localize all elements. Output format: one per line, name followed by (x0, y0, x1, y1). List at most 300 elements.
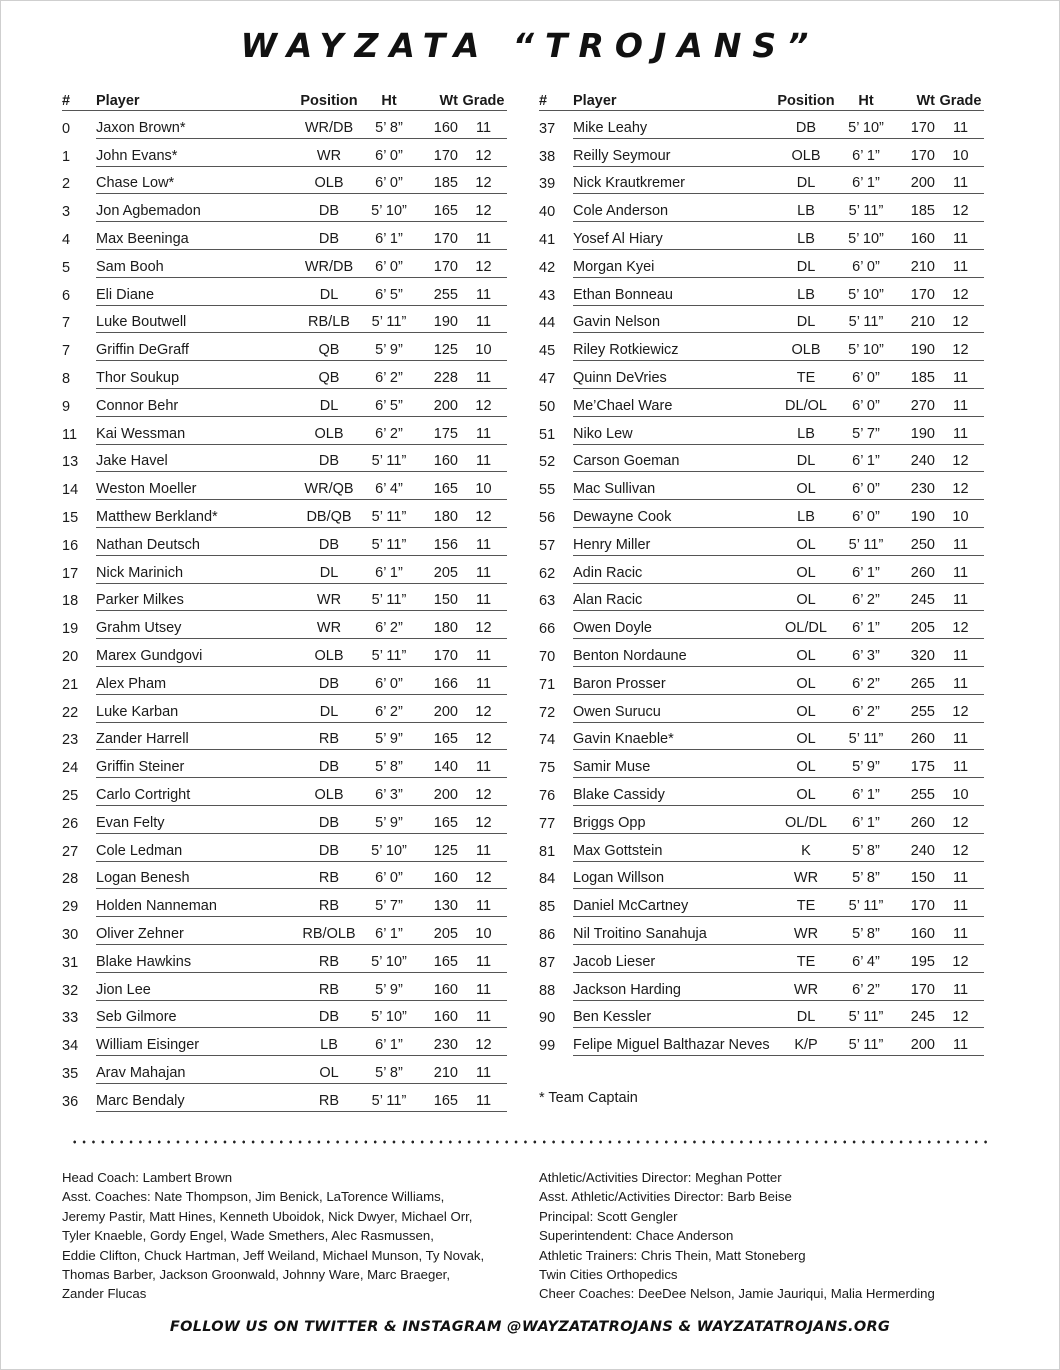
table-row (539, 917, 984, 945)
player-number: 15 (62, 509, 79, 526)
player-name: Evan Felty (96, 815, 296, 834)
player-grade: 11 (460, 676, 507, 695)
player-number: 56 (539, 509, 556, 526)
player-grade: 11 (937, 120, 984, 139)
player-height: 6’ 0” (362, 175, 416, 194)
player-position: WR (773, 870, 839, 889)
player-position: DB (296, 676, 362, 695)
player-weight: 255 (416, 287, 460, 306)
player-grade: 11 (937, 982, 984, 1001)
player-weight: 160 (416, 453, 460, 472)
player-height: 6’ 3” (362, 787, 416, 806)
player-number: 43 (539, 287, 556, 304)
table-row (539, 111, 984, 139)
player-position: DL (773, 314, 839, 333)
player-weight: 170 (893, 982, 937, 1001)
player-position: OLB (773, 342, 839, 361)
player-weight: 130 (416, 898, 460, 917)
player-weight: 160 (416, 982, 460, 1001)
player-position: WR (296, 148, 362, 167)
player-position: OL (773, 648, 839, 667)
player-name: Nil Troitino Sanahuja (573, 926, 773, 945)
player-weight: 165 (416, 481, 460, 500)
roster-table-right (539, 92, 984, 1056)
player-number: 16 (62, 537, 79, 554)
team-captain-footnote: * Team Captain (539, 1090, 638, 1106)
player-height: 5’ 10” (839, 287, 893, 306)
player-weight: 185 (893, 203, 937, 222)
player-grade: 11 (460, 759, 507, 778)
player-weight: 210 (416, 1065, 460, 1084)
player-height: 6’ 5” (362, 398, 416, 417)
player-name: Owen Surucu (573, 704, 773, 723)
player-weight: 230 (893, 481, 937, 500)
player-weight: 160 (416, 870, 460, 889)
table-row (539, 472, 984, 500)
player-name: Marex Gundgovi (96, 648, 296, 667)
player-grade: 11 (460, 1093, 507, 1112)
player-grade: 11 (937, 398, 984, 417)
player-weight: 200 (416, 398, 460, 417)
player-number: 85 (539, 899, 556, 916)
player-number: 26 (62, 815, 79, 832)
player-name: Me’Chael Ware (573, 398, 773, 417)
table-row (62, 834, 507, 862)
player-number: 55 (539, 482, 556, 499)
player-height: 5’ 11” (839, 314, 893, 333)
table-row (62, 111, 507, 139)
table-row (62, 333, 507, 361)
player-height: 6’ 0” (362, 676, 416, 695)
player-weight: 165 (416, 1093, 460, 1112)
column-header-height: Ht (858, 93, 874, 109)
player-position: WR (773, 982, 839, 1001)
player-name: Jackson Harding (573, 982, 773, 1001)
player-name: Samir Muse (573, 759, 773, 778)
table-row (62, 167, 507, 195)
column-header-weight: Wt (916, 93, 935, 109)
player-position: WR/QB (296, 481, 362, 500)
player-height: 5’ 11” (839, 731, 893, 750)
table-row (539, 889, 984, 917)
player-name: Luke Karban (96, 704, 296, 723)
table-row (539, 945, 984, 973)
player-grade: 12 (460, 1037, 507, 1056)
table-row (539, 500, 984, 528)
column-header-number: # (62, 93, 71, 109)
player-height: 6’ 1” (362, 926, 416, 945)
player-height: 5’ 11” (362, 453, 416, 472)
player-height: 6’ 4” (839, 954, 893, 973)
player-grade: 11 (937, 537, 984, 556)
player-name: Grahm Utsey (96, 620, 296, 639)
player-height: 5’ 11” (362, 537, 416, 556)
player-weight: 160 (416, 1009, 460, 1028)
player-height: 6’ 2” (839, 592, 893, 611)
player-position: DB (296, 537, 362, 556)
player-name: Blake Hawkins (96, 954, 296, 973)
table-row (539, 333, 984, 361)
player-weight: 250 (893, 537, 937, 556)
player-number: 47 (539, 370, 556, 387)
player-weight: 260 (893, 565, 937, 584)
player-number: 29 (62, 899, 79, 916)
player-weight: 170 (416, 259, 460, 278)
player-number: 76 (539, 787, 556, 804)
player-name: Alan Racic (573, 592, 773, 611)
roster-table-left (62, 92, 507, 1112)
player-number: 90 (539, 1010, 556, 1027)
player-name: Morgan Kyei (573, 259, 773, 278)
player-position: OL (773, 537, 839, 556)
player-name: Max Gottstein (573, 843, 773, 862)
roster-header (62, 92, 507, 111)
player-grade: 11 (460, 648, 507, 667)
player-name: Daniel McCartney (573, 898, 773, 917)
staff-line: Eddie Clifton, Chuck Hartman, Jeff Weiland, Michael Munson, Ty Novak, (62, 1247, 485, 1263)
table-row (62, 917, 507, 945)
player-height: 6’ 1” (839, 620, 893, 639)
player-height: 5’ 10” (362, 203, 416, 222)
player-position: DL (773, 453, 839, 472)
table-row (62, 695, 507, 723)
player-grade: 11 (460, 1065, 507, 1084)
table-row (539, 445, 984, 473)
player-weight: 255 (893, 704, 937, 723)
player-height: 6’ 1” (839, 148, 893, 167)
player-number: 87 (539, 954, 556, 971)
table-row (62, 639, 507, 667)
player-name: Cole Ledman (96, 843, 296, 862)
staff-line: Zander Flucas (62, 1286, 147, 1302)
table-row (62, 1056, 507, 1084)
staff-line: Head Coach: Lambert Brown (62, 1170, 233, 1185)
player-weight: 200 (893, 1037, 937, 1056)
player-number: 5 (62, 259, 71, 276)
table-row (62, 389, 507, 417)
player-height: 6’ 1” (839, 453, 893, 472)
table-row (62, 750, 507, 778)
player-name: Ethan Bonneau (573, 287, 773, 306)
player-position: OL/DL (773, 815, 839, 834)
player-height: 6’ 0” (362, 259, 416, 278)
player-number: 50 (539, 398, 556, 415)
player-position: OL (773, 731, 839, 750)
player-grade: 11 (460, 231, 507, 250)
player-grade: 10 (460, 481, 507, 500)
player-grade: 11 (460, 120, 507, 139)
player-name: Owen Doyle (573, 620, 773, 639)
player-grade: 11 (460, 314, 507, 333)
player-height: 5’ 11” (839, 1037, 893, 1056)
player-height: 5’ 11” (362, 648, 416, 667)
player-position: OL/DL (773, 620, 839, 639)
player-height: 6’ 4” (362, 481, 416, 500)
player-name: Niko Lew (573, 426, 773, 445)
player-number: 45 (539, 343, 556, 360)
player-weight: 190 (416, 314, 460, 333)
player-position: RB (296, 898, 362, 917)
player-position: OLB (296, 426, 362, 445)
player-position: OL (773, 704, 839, 723)
player-name: Seb Gilmore (96, 1009, 296, 1028)
player-name: Connor Behr (96, 398, 296, 417)
player-grade: 11 (937, 231, 984, 250)
table-row (62, 778, 507, 806)
player-grade: 11 (460, 537, 507, 556)
table-row (62, 667, 507, 695)
player-position: OL (773, 676, 839, 695)
table-row (62, 250, 507, 278)
player-number: 8 (62, 370, 71, 387)
player-number: 72 (539, 704, 556, 721)
player-weight: 185 (893, 370, 937, 389)
player-grade: 12 (460, 620, 507, 639)
player-number: 84 (539, 871, 556, 888)
player-weight: 260 (893, 731, 937, 750)
staff-line: Cheer Coaches: DeeDee Nelson, Jamie Jauriqui, Malia Hermerding (539, 1286, 935, 1302)
player-name: Ben Kessler (573, 1009, 773, 1028)
player-number: 75 (539, 760, 556, 777)
player-name: Benton Nordaune (573, 648, 773, 667)
player-grade: 11 (937, 926, 984, 945)
table-row (62, 417, 507, 445)
player-weight: 125 (416, 342, 460, 361)
player-name: Nick Marinich (96, 565, 296, 584)
player-name: Gavin Nelson (573, 314, 773, 333)
player-weight: 205 (416, 926, 460, 945)
player-height: 6’ 5” (362, 287, 416, 306)
player-height: 5’ 8” (839, 843, 893, 862)
player-position: LB (773, 509, 839, 528)
player-grade: 11 (937, 731, 984, 750)
table-row (539, 834, 984, 862)
column-header-grade: Grade (462, 93, 505, 109)
player-weight: 156 (416, 537, 460, 556)
player-number: 42 (539, 259, 556, 276)
player-name: Jion Lee (96, 982, 296, 1001)
column-header-height: Ht (381, 93, 397, 109)
player-weight: 150 (416, 592, 460, 611)
player-height: 6’ 2” (362, 704, 416, 723)
player-position: OL (773, 481, 839, 500)
player-height: 6’ 2” (839, 676, 893, 695)
player-position: DB (296, 203, 362, 222)
player-number: 7 (62, 315, 71, 332)
player-height: 5’ 8” (362, 1065, 416, 1084)
table-row (539, 389, 984, 417)
player-grade: 11 (460, 565, 507, 584)
player-name: Mac Sullivan (573, 481, 773, 500)
player-height: 5’ 7” (362, 898, 416, 917)
player-weight: 200 (416, 787, 460, 806)
player-number: 66 (539, 621, 556, 638)
player-number: 14 (62, 482, 79, 499)
player-position: WR (296, 592, 362, 611)
player-position: WR/DB (296, 120, 362, 139)
player-height: 5’ 9” (362, 342, 416, 361)
player-grade: 12 (937, 342, 984, 361)
player-height: 6’ 0” (839, 259, 893, 278)
player-height: 6’ 0” (362, 148, 416, 167)
player-name: Adin Racic (573, 565, 773, 584)
player-height: 6’ 1” (362, 1037, 416, 1056)
player-name: Baron Prosser (573, 676, 773, 695)
player-name: Felipe Miguel Balthazar Neves (573, 1037, 773, 1056)
player-position: QB (296, 342, 362, 361)
player-weight: 170 (416, 648, 460, 667)
table-row (539, 862, 984, 890)
player-number: 35 (62, 1065, 79, 1082)
player-position: DB (296, 453, 362, 472)
player-name: Briggs Opp (573, 815, 773, 834)
player-number: 33 (62, 1010, 79, 1027)
player-number: 1 (62, 148, 71, 165)
table-row (539, 139, 984, 167)
player-position: WR/DB (296, 259, 362, 278)
player-height: 6’ 0” (839, 509, 893, 528)
player-number: 20 (62, 648, 79, 665)
player-name: Blake Cassidy (573, 787, 773, 806)
player-grade: 11 (460, 843, 507, 862)
player-name: Riley Rotkiewicz (573, 342, 773, 361)
player-position: OL (773, 759, 839, 778)
player-number: 39 (539, 176, 556, 193)
player-weight: 230 (416, 1037, 460, 1056)
player-number: 71 (539, 676, 556, 693)
player-grade: 12 (937, 287, 984, 306)
player-weight: 180 (416, 620, 460, 639)
player-grade: 11 (937, 426, 984, 445)
player-grade: 12 (460, 704, 507, 723)
player-name: Parker Milkes (96, 592, 296, 611)
player-number: 2 (62, 176, 71, 193)
player-grade: 11 (937, 592, 984, 611)
player-position: TE (773, 954, 839, 973)
player-position: WR (296, 620, 362, 639)
player-position: DB (296, 843, 362, 862)
table-row (62, 1028, 507, 1056)
staff-line: Thomas Barber, Jackson Groonwald, Johnny Ware, Marc Braeger, (62, 1267, 450, 1283)
table-row (62, 556, 507, 584)
player-weight: 165 (416, 203, 460, 222)
player-position: DB (296, 815, 362, 834)
player-height: 5’ 11” (839, 1009, 893, 1028)
player-position: DB (296, 759, 362, 778)
table-row (539, 417, 984, 445)
table-row (62, 528, 507, 556)
player-position: OLB (296, 787, 362, 806)
table-row (539, 750, 984, 778)
player-weight: 160 (893, 926, 937, 945)
player-grade: 12 (460, 175, 507, 194)
table-row (539, 306, 984, 334)
table-row (539, 667, 984, 695)
table-row (62, 445, 507, 473)
player-grade: 11 (460, 287, 507, 306)
player-height: 6’ 2” (362, 370, 416, 389)
table-row (62, 584, 507, 612)
player-grade: 11 (460, 898, 507, 917)
player-height: 5’ 9” (839, 759, 893, 778)
player-name: Thor Soukup (96, 370, 296, 389)
player-name: Logan Willson (573, 870, 773, 889)
player-height: 5’ 10” (362, 954, 416, 973)
player-weight: 175 (416, 426, 460, 445)
player-number: 4 (62, 231, 71, 248)
player-weight: 240 (893, 453, 937, 472)
player-number: 38 (539, 148, 556, 165)
player-weight: 210 (893, 314, 937, 333)
player-name: Sam Booh (96, 259, 296, 278)
table-row (539, 973, 984, 1001)
player-grade: 11 (937, 1037, 984, 1056)
column-header-grade: Grade (939, 93, 982, 109)
player-name: Nathan Deutsch (96, 537, 296, 556)
player-position: RB/LB (296, 314, 362, 333)
player-position: RB (296, 870, 362, 889)
player-grade: 12 (937, 704, 984, 723)
staff-line: Jeremy Pastir, Matt Hines, Kenneth Uboidok, Nick Dwyer, Michael Orr, (62, 1208, 473, 1224)
player-weight: 265 (893, 676, 937, 695)
player-grade: 12 (937, 843, 984, 862)
player-height: 6’ 0” (839, 481, 893, 500)
player-grade: 11 (460, 982, 507, 1001)
table-row (62, 222, 507, 250)
player-position: RB (296, 954, 362, 973)
player-grade: 12 (460, 148, 507, 167)
player-grade: 12 (460, 787, 507, 806)
player-weight: 245 (893, 1009, 937, 1028)
player-name: Reilly Seymour (573, 148, 773, 167)
column-header-position: Position (777, 93, 835, 109)
player-position: DL (773, 1009, 839, 1028)
player-position: DB (773, 120, 839, 139)
player-name: Gavin Knaeble* (573, 731, 773, 750)
player-position: RB/OLB (296, 926, 362, 945)
player-name: Max Beeninga (96, 231, 296, 250)
player-height: 5’ 11” (362, 1093, 416, 1112)
table-row (539, 778, 984, 806)
player-grade: 12 (460, 203, 507, 222)
player-number: 37 (539, 120, 556, 137)
player-number: 81 (539, 843, 556, 860)
player-weight: 210 (893, 259, 937, 278)
player-name: Griffin Steiner (96, 759, 296, 778)
table-row (62, 862, 507, 890)
player-weight: 170 (893, 898, 937, 917)
player-height: 5’ 11” (362, 314, 416, 333)
player-weight: 170 (416, 148, 460, 167)
player-name: Jaxon Brown* (96, 120, 296, 139)
player-position: LB (773, 231, 839, 250)
player-position: DB/QB (296, 509, 362, 528)
player-height: 6’ 2” (839, 982, 893, 1001)
player-height: 5’ 8” (839, 870, 893, 889)
player-grade: 12 (460, 815, 507, 834)
staff-line: Asst. Coaches: Nate Thompson, Jim Benick, LaTorence Williams, (62, 1189, 445, 1205)
player-position: TE (773, 370, 839, 389)
player-name: Holden Nanneman (96, 898, 296, 917)
player-position: K (773, 843, 839, 862)
player-grade: 12 (460, 870, 507, 889)
player-grade: 12 (937, 314, 984, 333)
table-row (539, 361, 984, 389)
player-name: Logan Benesh (96, 870, 296, 889)
player-height: 6’ 2” (839, 704, 893, 723)
player-position: DL (296, 565, 362, 584)
player-height: 6’ 1” (839, 787, 893, 806)
